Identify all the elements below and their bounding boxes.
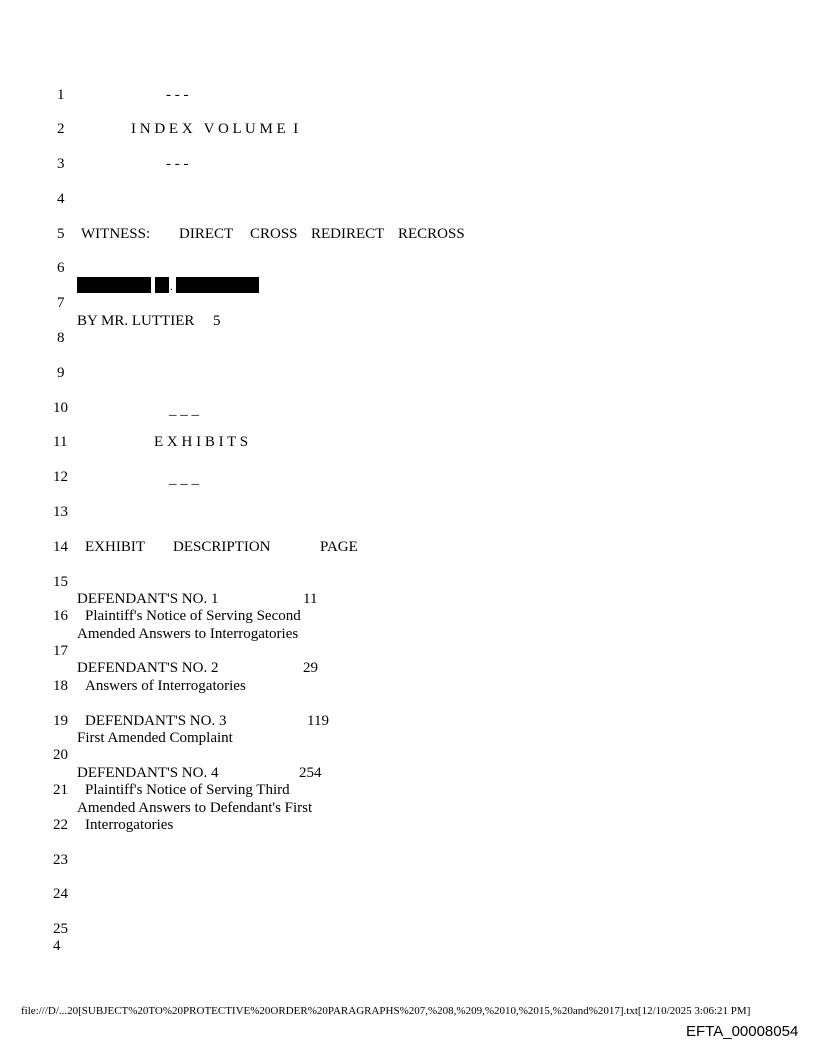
- line-number: 15: [53, 574, 68, 590]
- line-number: 13: [53, 504, 68, 520]
- witness-by-line: BY MR. LUTTIER: [77, 313, 195, 329]
- line-number: 18: [53, 678, 68, 694]
- line-number: 12: [53, 469, 68, 485]
- exhibit-name: DEFENDANT'S NO. 3: [85, 713, 227, 729]
- exhibit-page: 29: [303, 660, 318, 676]
- line-number: 3: [57, 156, 65, 172]
- line-number: 7: [57, 295, 65, 311]
- exhibit-page: 119: [307, 713, 329, 729]
- exhibits-title: E X H I B I T S: [154, 434, 249, 450]
- line-number: 23: [53, 852, 68, 868]
- exhibit-column-label: EXHIBIT: [85, 539, 145, 555]
- line-number: 9: [57, 365, 65, 381]
- line-number: 16: [53, 608, 68, 624]
- exhibit-description: Interrogatories: [85, 817, 174, 833]
- exhibit-description: Plaintiff's Notice of Serving Third: [85, 782, 290, 798]
- bates-number: EFTA_00008054: [686, 1023, 799, 1040]
- exhibit-description: Answers of Interrogatories: [85, 678, 246, 694]
- line-number: 8: [57, 330, 65, 346]
- line-number: 19: [53, 713, 68, 729]
- description-column-label: DESCRIPTION: [173, 539, 271, 555]
- line-number: 1: [57, 87, 65, 103]
- exhibits-dash-bottom: _ _ _: [169, 471, 199, 487]
- witness-label: WITNESS:: [81, 226, 151, 242]
- line-number: 24: [53, 886, 68, 902]
- footer-file-path: file:///D/...20[SUBJECT%20TO%20PROTECTIVE%20ORDER%20PARAGRAPHS%207,%208,%209,%2010,%2015,%20and%2017].txt[12/10/2025 3:06:21 PM]: [21, 1005, 751, 1017]
- exhibit-name: DEFENDANT'S NO. 4: [77, 765, 219, 781]
- line-number: 17: [53, 643, 68, 659]
- page-column-label: PAGE: [320, 539, 358, 555]
- line-number: 21: [53, 782, 68, 798]
- witness-page: 5: [213, 313, 221, 329]
- redaction-separator: .: [170, 281, 173, 293]
- direct-label: DIRECT: [179, 226, 234, 242]
- exhibit-description: Amended Answers to Defendant's First: [77, 800, 313, 816]
- line-number: 20: [53, 747, 68, 763]
- line-number: 14: [53, 539, 68, 555]
- index-title: I N D E X V O L U M E I: [131, 121, 299, 137]
- exhibits-dash-top: _ _ _: [169, 402, 199, 418]
- exhibit-name: DEFENDANT'S NO. 1: [77, 591, 219, 607]
- exhibit-description: Amended Answers to Interrogatories: [77, 626, 299, 642]
- page-number: 4: [53, 938, 61, 954]
- line-number: 6: [57, 260, 65, 276]
- exhibit-page: 254: [299, 765, 322, 781]
- exhibit-description: First Amended Complaint: [77, 730, 233, 746]
- exhibit-name: DEFENDANT'S NO. 2: [77, 660, 219, 676]
- exhibit-page: 11: [303, 591, 318, 607]
- recross-label: RECROSS: [398, 226, 465, 242]
- line-number: 22: [53, 817, 68, 833]
- redirect-label: REDIRECT: [311, 226, 385, 242]
- line-number: 10: [53, 400, 68, 416]
- exhibit-description: Plaintiff's Notice of Serving Second: [85, 608, 301, 624]
- cross-label: CROSS: [250, 226, 298, 242]
- index-dash-bottom: - - -: [166, 156, 189, 172]
- redaction-bar: [155, 277, 169, 293]
- line-number: 25: [53, 921, 68, 937]
- line-number: 5: [57, 226, 65, 242]
- redaction-bar: [77, 277, 151, 293]
- line-number: 4: [57, 191, 65, 207]
- redaction-bar: [176, 277, 259, 293]
- line-number: 2: [57, 121, 65, 137]
- index-dash-top: - - -: [166, 87, 189, 103]
- line-number: 11: [53, 434, 68, 450]
